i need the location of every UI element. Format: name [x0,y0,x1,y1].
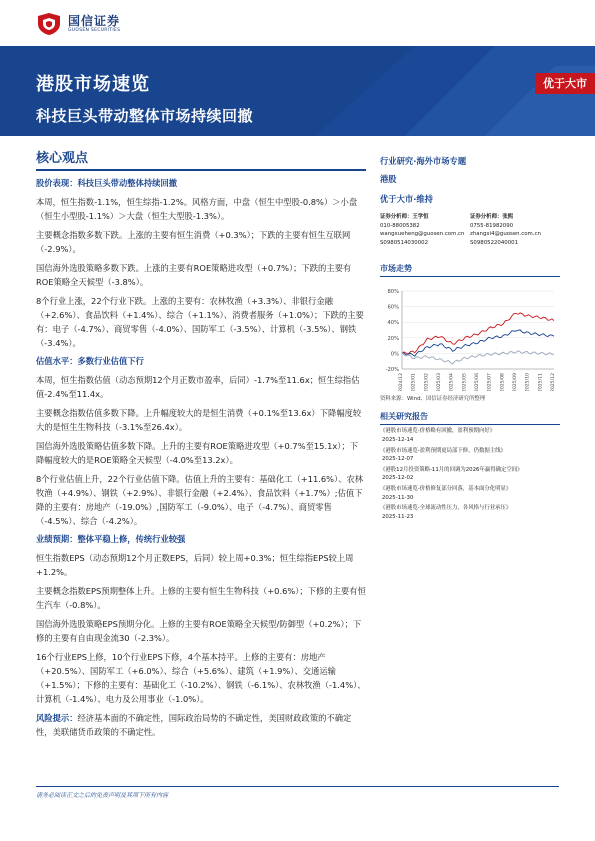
analyst-email[interactable]: wangxueheng@guosen.com.cn [380,231,465,238]
x-tick-label: 2025/05 [462,373,468,392]
x-tick-label: 2025/04 [449,373,455,392]
body-paragraph: 8个行业上涨，22个行业下跌。上涨的主要有：农林牧渔（+3.3%）、非银行金融（+2.6%）、食品饮料（+1.4%）、综合（+1.1%）、消费者服务（+1.0%）；下跌的主要有：电子（-4.7%）、商贸零售（-4.0%）、国防军工（-3.5%）、计算机（-3.5%）、钢铁（-3.4%）。 [36,296,364,348]
y-tick-label: 0% [390,351,399,358]
y-tick-label: 60% [387,304,399,311]
x-tick-label: 2025/03 [437,373,442,392]
related-reports-title: 相关研究报告 [380,412,428,422]
analyst-email[interactable]: zhangxi4@guosen.com.cn [470,231,541,238]
analyst-cert: S0980522040001 [470,239,519,246]
footer-divider [36,786,559,787]
x-tick-label: 2024/12 [399,373,404,392]
subsection-heading: 股价表现：科技巨头带动整体持续回撤 [36,178,178,188]
body-paragraph: 国信海外选股策略EPS预期分化。上修的主要有ROE策略全天候型/防御型（+0.2%）；下修的主要有自由现金流30（-2.3%）。 [36,619,362,643]
related-report-link[interactable]: 《港股市场速览-价格修复部分回落，基本面分化明显》 [380,485,512,492]
series-line [402,351,554,364]
report-market: 港股 [380,174,397,184]
chart-svg [380,283,560,391]
footer-disclaimer[interactable]: 请务必阅读正文之后的免责声明及其项下所有内容 [36,792,169,799]
top-header [0,0,595,46]
core-views-body [36,177,366,706]
chart-title: 市场走势 [380,264,412,274]
brand-logo [36,12,120,36]
related-report-date: 2025-11-23 [382,513,414,520]
x-tick-label: 2025/09 [513,373,518,392]
related-report-date: 2025-11-30 [382,494,414,501]
x-tick-label: 2025/07 [487,373,493,392]
y-tick-label: -20% [385,367,399,374]
body-paragraph: 主要概念指数EPS预期整体上升。上修的主要有恒生生物科技（+0.6%）；下修的主要有恒生汽车（-0.8%）。 [36,586,366,610]
body-paragraph: 16个行业EPS上修，10个行业EPS下修，4个基本持平。上修的主要有：房地产（+20.5%）、国防军工（+6.0%）、综合（+5.6%）、建筑（+1.9%）、交通运输（+1.5%）；下修的主要有：基础化工（-10.2%）、钢铁（-6.1%）、农林牧渔（-1.4%）、计算机（-1.4%）、电力及公用事业（-1.0%）。 [36,652,366,704]
x-tick-label: 2025/02 [424,373,430,392]
title-banner [0,46,595,136]
analyst-list [380,213,560,247]
analyst-card [380,213,470,247]
core-views-column [36,150,366,744]
subsection-heading: 业绩预期：整体平稳上修，传统行业较强 [36,534,186,544]
report-rating: 优于大市·维持 [380,194,433,204]
x-tick-label: 2025/08 [500,373,506,392]
rating-badge: 优于大市 [535,73,595,94]
y-tick-label: 20% [387,336,399,343]
page-subtitle: 科技巨头带动整体市场持续回撤 [36,107,254,125]
related-reports-list [380,427,560,521]
x-tick-label: 2025/06 [475,373,480,392]
market-trend-chart [380,283,560,391]
section-title: 核心观点 [36,151,89,166]
risk-paragraph [36,711,366,739]
related-report-date: 2025-12-14 [382,436,414,443]
x-tick-label: 2025/01 [411,373,417,392]
x-tick-label: 2025/11 [538,373,544,392]
analyst-role-name: 证券分析师：王学恒 [380,214,429,220]
related-report-link[interactable]: 《港股市场速览-价格略有回撤，盈利预期向好》 [380,428,496,435]
chart-divider [380,276,560,277]
logo-mark-icon [36,12,62,36]
body-paragraph: 8个行业估值上升，22个行业估值下降。估值上升的主要有：基础化工（+11.6%）、农林牧渔（+4.9%）、钢铁（+2.9%）、非银行金融（+2.4%）、食品饮料（+1.7%）;估值下降的主要有：房地产（-19.0%）,国防军工（-9.0%）、电子（-4.7%）、商贸零售（-4.5%）、综合（-4.2%）。 [36,474,364,526]
page-title: 港股市场速览 [36,74,150,95]
report-category: 行业研究·海外市场专题 [380,156,467,166]
related-report-date: 2025-12-07 [382,456,414,463]
body-paragraph: 本周，恒生指数估值（动态预期12个月正数市盈率，后同）-1.7%至11.6x；恒生综指估值-2.4%至11.4x。 [36,375,360,399]
subsection-heading: 估值水平：多数行业估值下行 [36,356,144,366]
y-tick-label: 40% [387,320,399,327]
analyst-card [470,213,560,247]
body-paragraph: 恒生指数EPS（动态预期12个月正数EPS，后同）较上周+0.3%；恒生综指EPS较上周+1.2%。 [36,553,354,577]
body-paragraph: 国信海外选股策略估值多数下降。上升的主要有ROE策略进攻型（+0.7%至15.1x）；下降幅度较大的是ROE策略全天候型（-4.0%至13.2x）。 [36,441,359,465]
related-report-link[interactable]: 《港股市场速览-盈利预期更局部下修，仍数据主线》 [380,447,506,454]
analyst-role-name: 证券分析师：张熙 [470,214,514,220]
y-tick-label: 80% [387,289,399,296]
risk-text: 经济基本面的不确定性，国际政治局势的不确定性，美国财政政策的不确定性，美联储货币政策的不确定性。 [36,713,352,737]
risk-label: 风险提示： [36,713,78,723]
chart-source: 资料来源：Wind、国信证券经济研究所整理 [380,396,486,403]
analyst-phone: 010-88005382 [380,222,420,229]
section-divider [36,169,366,171]
body-paragraph: 国信海外选股策略多数下跌。上涨的主要有ROE策略进攻型（+0.7%）；下跌的主要有ROE策略全天候型（-3.8%）。 [36,263,352,287]
analyst-cert: S0980514030002 [380,239,429,246]
related-report-date: 2025-12-02 [382,475,414,482]
related-report-link[interactable]: 《港股市场速览-全球流动性压力，各风格与行业承压》 [380,505,512,512]
related-divider [380,424,560,425]
body-paragraph: 本周，恒生指数-1.1%，恒生综指-1.2%。风格方面，中盘（恒生中型股-0.8%）＞小盘（恒生小型股-1.1%）＞大盘（恒生大型股-1.3%）。 [36,197,358,221]
analyst-phone: 0755-81982090 [470,222,514,229]
x-tick-label: 2025/10 [525,373,531,392]
brand-sub: GUOSEN SECURITIES [68,28,121,33]
body-paragraph: 主要概念指数多数下跌。上涨的主要有恒生消费（+0.3%）；下跌的主要有恒生互联网（-2.9%）。 [36,230,351,254]
brand-name: 国信证券 [68,14,121,28]
related-report-link[interactable]: 《港股12月投资策略-11月的回调为2026年赢得确定空间》 [380,466,523,473]
body-paragraph: 主要概念指数估值多数下降。上升幅度较大的是恒生消费（+0.1%至13.6x）下降幅度较大的是恒生生物科技（-3.1%至26.4x）。 [36,408,362,432]
x-tick-label: 2025/12 [551,373,556,392]
series-line [402,330,554,356]
sidebar-column [380,155,560,521]
